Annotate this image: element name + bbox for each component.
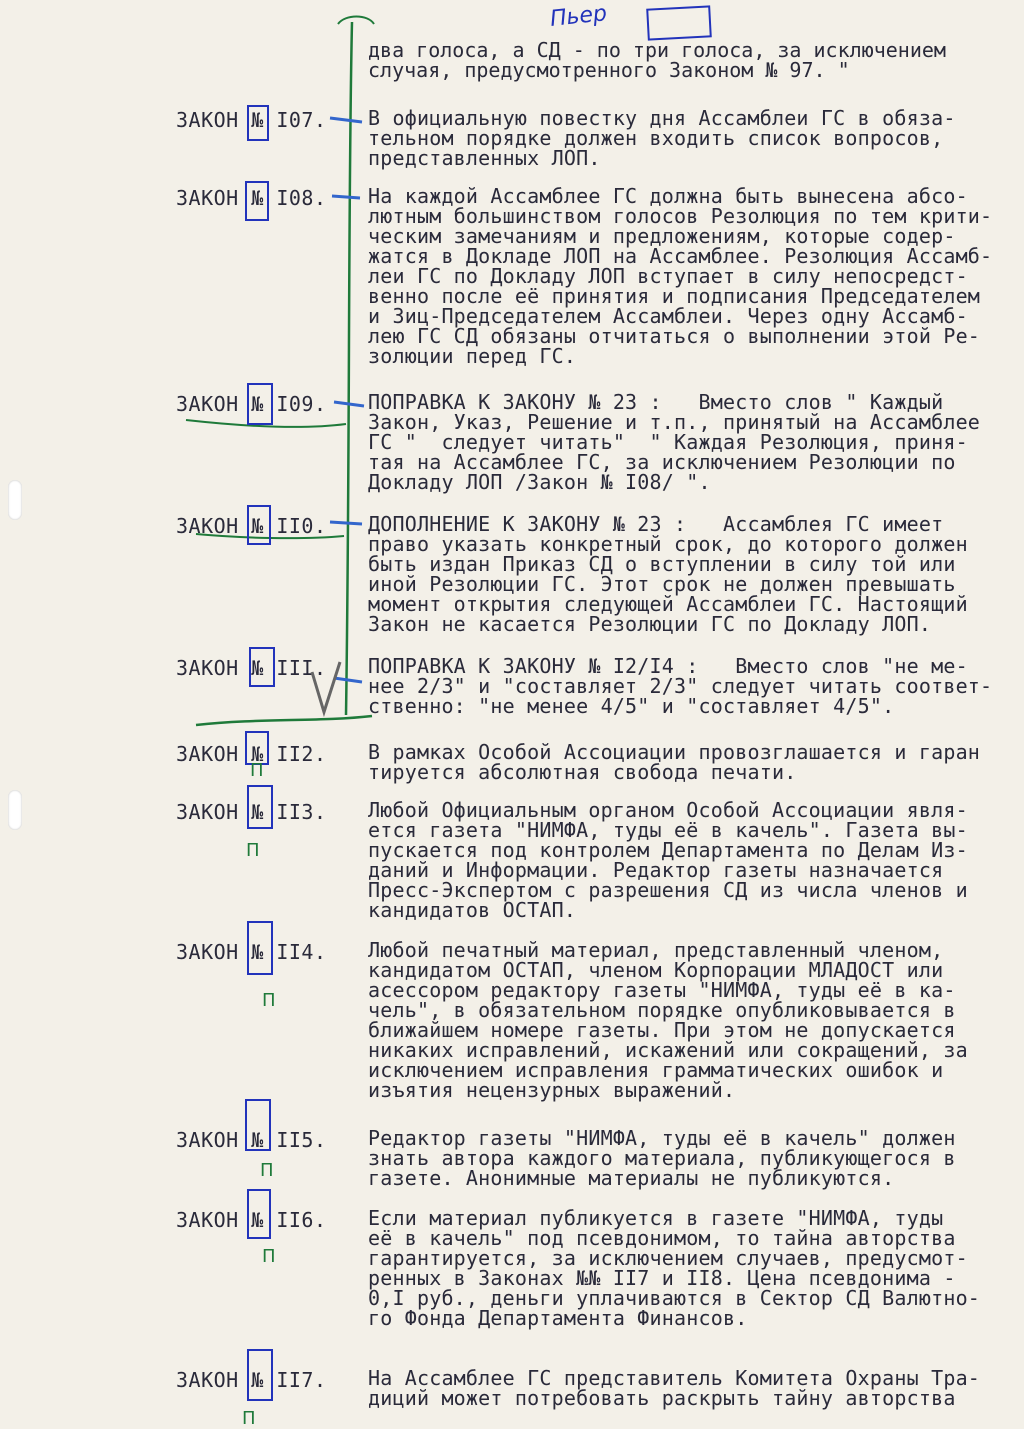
blue-box-header <box>647 6 710 39</box>
text-line: лею ГС СД обязаны отчитаться о выполнении этой Ре- <box>368 324 981 348</box>
law-text <box>368 186 992 366</box>
text-line: её в качель" под псевдонимом, то тайна авторства <box>368 1226 956 1250</box>
text-line: нее 2/3" и "составляет 2/3" следует читать соответ- <box>368 674 993 698</box>
law-label: ЗАКОН № II2. <box>176 742 327 766</box>
law-text <box>368 742 980 782</box>
law-text <box>368 108 956 168</box>
margin-p-letter: П <box>242 1408 256 1429</box>
text-line: изъятия нецензурных выражений. <box>368 1078 736 1102</box>
text-line: ческим замечаниям и предложениям, которые содер- <box>368 224 956 248</box>
text-line: и Зиц-Председателем Ассамблеи. Через одну Ассамб- <box>368 304 968 328</box>
punch-hole <box>8 480 22 520</box>
green-bracket-bottom <box>196 716 372 725</box>
text-line: жатся в Докладе ЛОП на Ассамблее. Резолюция Ассамб- <box>368 244 993 268</box>
law-label: ЗАКОН № II3. <box>176 800 327 824</box>
law-label: ЗАКОН № II0. <box>176 514 327 538</box>
text-line: даний и Информации. Редактор газеты назначается <box>368 858 944 882</box>
margin-p-letter: П <box>262 990 276 1011</box>
text-line: венно после её принятия и подписания Председателем <box>368 284 981 308</box>
green-bracket <box>346 22 352 715</box>
text-line: золюции перед ГС. <box>368 344 577 368</box>
law-text <box>368 940 968 1100</box>
text-line: иной Резолюции ГС. Этот срок не должен превышать <box>368 572 956 596</box>
law-label: ЗАКОН № III. <box>176 656 327 680</box>
blue-dash <box>332 196 360 198</box>
text-line: тая на Ассамблее ГС, за исключением Резолюции по <box>368 450 956 474</box>
law-text <box>368 800 968 920</box>
text-line: асессором редактору газеты "НИМФА, туды её в ка- <box>368 978 956 1002</box>
law-label: ЗАКОН № I07. <box>176 108 327 132</box>
law-text <box>368 656 992 716</box>
text-line: Закон, Указ, Решение и т.п., принятый на Ассамблее <box>368 410 981 434</box>
text-line: 0,I руб., деньги уплачиваются в Сектор СД Валютно- <box>368 1286 981 1310</box>
text-line: гарантируется, за исключением случаев, предусмот- <box>368 1246 968 1270</box>
text-line: Закон не касается Резолюции ГС по Докладу ЛОП. <box>368 612 932 636</box>
text-line: диций может потребовать раскрыть тайну авторства <box>368 1386 956 1410</box>
text-line: право указать конкретный срок, до которого должен <box>368 532 968 556</box>
text-line: тельном порядке должен входить список вопросов, <box>368 126 944 150</box>
law-text <box>368 1208 980 1328</box>
punch-hole <box>8 790 22 830</box>
text-line: Докладу ЛОП /Закон № I08/ ". <box>368 470 711 494</box>
text-line: кандидатом ОСТАП, членом Корпорации МЛАДОСТ или <box>368 958 944 982</box>
law-text <box>368 1128 956 1188</box>
text-line: Любой печатный материал, представленный членом, <box>368 938 944 962</box>
law-label: ЗАКОН № II5. <box>176 1128 327 1152</box>
text-line: чель", в обязательном порядке опубликовывается в <box>368 998 956 1022</box>
blue-dash <box>330 118 362 122</box>
text-line: два голоса, а СД - по три голоса, за исключением <box>368 38 946 62</box>
text-line: кандидатов ОСТАП. <box>368 898 577 922</box>
text-line: момент открытия следующей Ассамблеи ГС. Настоящий <box>368 592 968 616</box>
law-label: ЗАКОН № I09. <box>176 392 327 416</box>
continuation-text <box>368 40 946 80</box>
margin-p-letter: П <box>262 1246 276 1267</box>
blue-dash <box>334 402 364 406</box>
text-line: исключением исправления грамматических ошибок и <box>368 1058 944 1082</box>
blue-dash <box>330 522 362 524</box>
text-line: газете. Анонимные материалы не публикуются. <box>368 1166 895 1190</box>
text-line: никаких исправлений, искажений или сокращений, за <box>368 1038 968 1062</box>
text-line: ГС " следует читать" " Каждая Резолюция, приня- <box>368 430 968 454</box>
text-line: тируется абсолютная свобода печати. <box>368 760 797 784</box>
text-line: ренных в Законах №№ II7 и II8. Цена псевдонима - <box>368 1266 956 1290</box>
margin-p-letter: П <box>250 760 264 781</box>
law-text <box>368 514 968 634</box>
text-line: ДОПОЛНЕНИЕ К ЗАКОНУ № 23 : Ассамблея ГС имеет <box>368 512 944 536</box>
green-underline <box>186 420 346 427</box>
law-label: ЗАКОН № II6. <box>176 1208 327 1232</box>
margin-p-letter: П <box>246 840 260 861</box>
law-label: ЗАКОН № II7. <box>176 1368 327 1392</box>
text-line: ется газета "НИМФА, туды её в качель". Газета вы- <box>368 818 968 842</box>
text-line: Пресс-Экспертом с разрешения СД из числа членов и <box>368 878 968 902</box>
text-line: случая, предусмотренного Законом № 97. " <box>368 58 850 82</box>
text-line: знать автора каждого материала, публикующегося в <box>368 1146 956 1170</box>
text-line: представленных ЛОП. <box>368 146 601 170</box>
text-line: ПОПРАВКА К ЗАКОНУ № 23 : Вместо слов " Каждый <box>368 390 944 414</box>
text-line: леи ГС по Докладу ЛОП вступает в силу непосредст- <box>368 264 968 288</box>
blue-dash <box>334 678 362 682</box>
law-text <box>368 392 980 492</box>
text-line: Любой Официальным органом Особой Ассоциации явля- <box>368 798 968 822</box>
text-line: На Ассамблее ГС представитель Комитета Охраны Тра- <box>368 1366 981 1390</box>
law-label: ЗАКОН № I08. <box>176 186 327 210</box>
text-line: Если материал публикуется в газете "НИМФА, туды <box>368 1206 944 1230</box>
green-bracket-top <box>338 17 374 25</box>
text-line: В рамках Особой Ассоциации провозглашается и гаран <box>368 740 981 764</box>
text-line: го Фонда Департамента Финансов. <box>368 1306 748 1330</box>
text-line: пускается под контролем Департамента по Делам Из- <box>368 838 968 862</box>
margin-p-letter: П <box>260 1160 274 1181</box>
text-line: Редактор газеты "НИМФА, туды её в качель" должен <box>368 1126 956 1150</box>
law-text <box>368 1368 980 1408</box>
text-line: На каждой Ассамблее ГС должна быть вынесена абсо- <box>368 184 968 208</box>
text-line: ственно: "не менее 4/5" и "составляет 4/5". <box>368 694 895 718</box>
header-scribble: Пьер <box>548 1 609 32</box>
text-line: лютным большинством голосов Резолюция по тем крити- <box>368 204 993 228</box>
text-line: ПОПРАВКА К ЗАКОНУ № I2/I4 : Вместо слов "не ме- <box>368 654 968 678</box>
text-line: ближайшем номере газеты. При этом не допускается <box>368 1018 956 1042</box>
text-line: В официальную повестку дня Ассамблеи ГС в обяза- <box>368 106 956 130</box>
text-line: быть издан Приказ СД о вступлении в силу той или <box>368 552 956 576</box>
law-label: ЗАКОН № II4. <box>176 940 327 964</box>
